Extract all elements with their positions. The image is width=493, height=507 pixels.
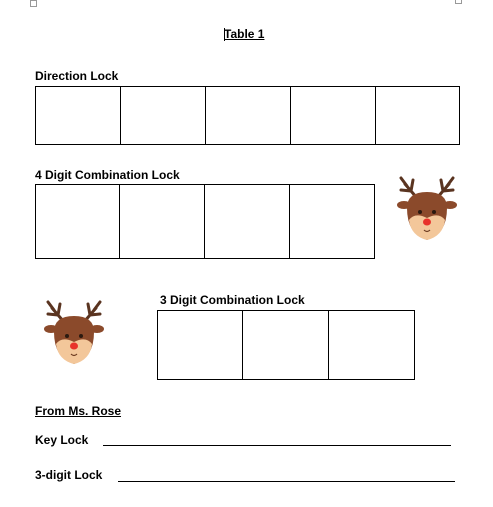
three-digit-line-label: 3-digit Lock (35, 468, 103, 482)
four-digit-lock-cell[interactable] (120, 184, 205, 259)
three-digit-lock-cell[interactable] (157, 310, 243, 380)
three-digit-lock-cell[interactable] (243, 310, 329, 380)
three-digit-lock-cell[interactable] (329, 310, 415, 380)
from-heading: From Ms. Rose (35, 404, 122, 418)
four-digit-lock-table (35, 184, 375, 259)
key-lock-label: Key Lock (35, 433, 89, 447)
key-lock-answer-line[interactable] (103, 445, 451, 446)
layout-mark-right (455, 0, 462, 4)
four-digit-lock-cell[interactable] (205, 184, 290, 259)
reindeer-icon (40, 296, 108, 368)
four-digit-lock-label: 4 Digit Combination Lock (35, 168, 180, 182)
direction-lock-cell[interactable] (121, 86, 206, 145)
direction-lock-table (35, 86, 460, 145)
direction-lock-cell[interactable] (376, 86, 460, 145)
three-digit-lock-label: 3 Digit Combination Lock (160, 293, 305, 307)
direction-lock-cell[interactable] (291, 86, 376, 145)
layout-mark-left (30, 0, 37, 7)
three-digit-lock-table (157, 310, 415, 380)
direction-lock-cell[interactable] (206, 86, 291, 145)
direction-lock-cell[interactable] (35, 86, 121, 145)
four-digit-lock-cell[interactable] (290, 184, 375, 259)
reindeer-icon (393, 172, 461, 244)
direction-lock-label: Direction Lock (35, 69, 119, 83)
page-title: Table 1 (224, 27, 265, 41)
three-digit-answer-line[interactable] (118, 481, 455, 482)
four-digit-lock-cell[interactable] (35, 184, 120, 259)
